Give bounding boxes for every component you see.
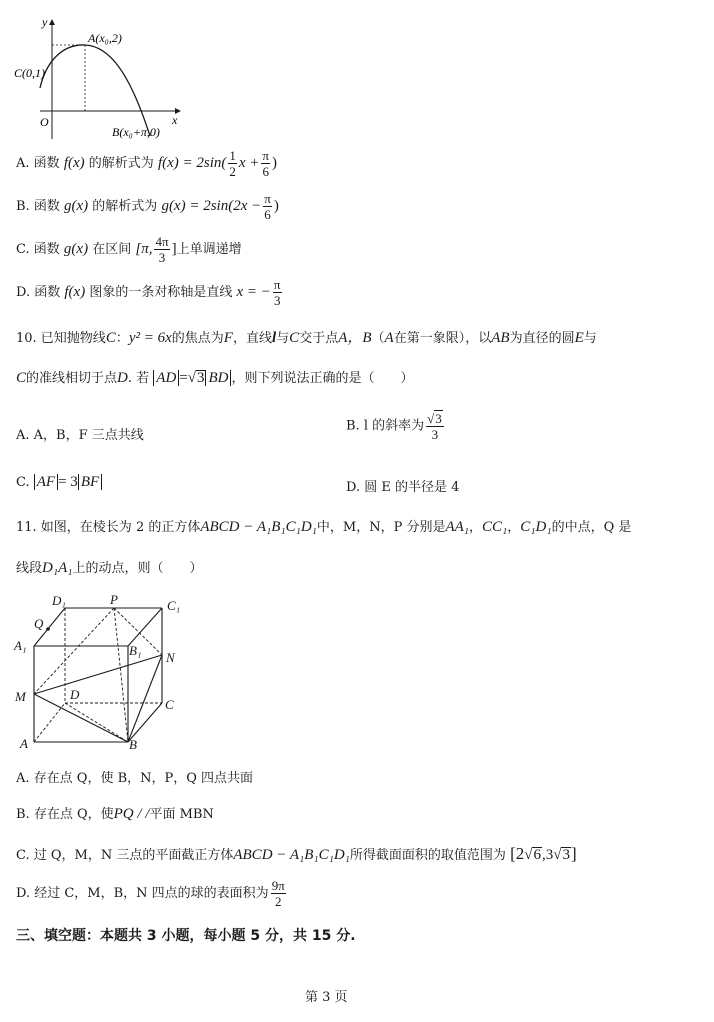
q11-option-a[interactable]: A. 存在点 Q，使 B，N，P，Q 四点共面: [16, 771, 254, 786]
q10-stem-line1: 10. 已知抛物线C：y² = 6x的焦点为F，直线l与C交于点A，B（A在第一象限），以AB为直径的圆E与: [16, 330, 597, 346]
sine-curve: [40, 45, 150, 136]
graph-point-a: A(x₀,2): [88, 31, 122, 45]
hidden-seg-d-b: [65, 703, 128, 742]
label-m: M: [15, 689, 26, 704]
seg-b-n: [128, 655, 162, 742]
q11-option-d[interactable]: D. 经过 C，M，B，N 四点的球的表面积为 $\frac{9\pi}{2}$: [16, 878, 285, 909]
point-q-dot: [46, 627, 50, 631]
hidden-edge-a-d: [34, 703, 65, 742]
label-d1: D₁: [52, 593, 66, 608]
label-a1: A₁: [14, 638, 27, 653]
q11-stem-line1: 11. 如图，在棱长为 2 的正方体ABCD − A₁B₁C₁D₁中，M，N，P 分别是AA₁，CC₁，C₁D₁的中点，Q 是: [16, 519, 632, 535]
label-c: C: [165, 697, 174, 712]
label-b: B: [129, 737, 137, 752]
q9-option-c[interactable]: C. 函数 g(x) 在区间 [π, $\frac{4\pi}{3}$ ]上单调递增: [16, 234, 242, 265]
q11-option-b[interactable]: B. 存在点 Q，使PQ / /平面 MBN: [16, 806, 214, 822]
label-d: D: [70, 687, 80, 702]
label-q: Q: [34, 616, 44, 631]
hidden-seg-p-b: [114, 608, 128, 742]
label-b1: B₁: [129, 643, 142, 658]
sine-graph: [10, 14, 190, 144]
q10-option-c[interactable]: C. AF = 3 BF: [16, 474, 102, 491]
graph-origin-label: O: [40, 115, 49, 129]
graph-point-b: B(x₀+π,0): [112, 125, 160, 139]
section-3-heading: 三、填空题：本题共 3 小题，每小题 5 分，共 15 分.: [16, 928, 356, 944]
q10-stem-line2: C的准线相切于点D. 若 AD =√3 BD ，则下列说法正确的是（ ）: [16, 370, 414, 386]
q9-option-b[interactable]: B. 函数 g(x) 的解析式为 g(x) = 2sin(2x − $\frac{\pi}{6}$ ): [16, 191, 279, 222]
graph-point-c: C(0,1): [14, 66, 45, 80]
label-n: N: [166, 650, 175, 665]
hidden-seg-p-m: [34, 608, 114, 694]
q10-option-d[interactable]: D. 圆 E 的半径是 4: [346, 480, 460, 495]
seg-m-n-front: [34, 655, 162, 694]
q10-option-b[interactable]: B. l 的斜率为 $\frac{√3}{3}$: [346, 411, 442, 442]
q11-stem-line2: 线段D₁A₁上的动点，则（ ）: [16, 560, 203, 576]
q9-option-d[interactable]: D. 函数 f(x) 图象的一条对称轴是直线 x = − $\frac{\pi}{3}$: [16, 277, 281, 308]
label-c1: C₁: [167, 598, 181, 613]
graph-x-label: x: [172, 113, 178, 127]
graph-y-label: y: [42, 15, 48, 29]
cube-diagram: [12, 592, 202, 754]
q9-option-a[interactable]: A. 函数 f(x) 的解析式为 f(x) = 2sin( $\frac{1}{2}$ x + $\frac{\pi}{6}$ ): [16, 148, 277, 179]
label-a: A: [20, 736, 28, 751]
page-footer: 第 3 页: [305, 990, 348, 1005]
seg-m-b: [34, 694, 128, 742]
q10-option-a[interactable]: A. A，B，F 三点共线: [16, 428, 144, 443]
label-p: P: [110, 592, 118, 607]
q11-option-c[interactable]: C. 过 Q，M，N 三点的平面截正方体ABCD − A₁B₁C₁D₁所得截面面积的取值范围为 [2√6,3√3]: [16, 844, 577, 863]
